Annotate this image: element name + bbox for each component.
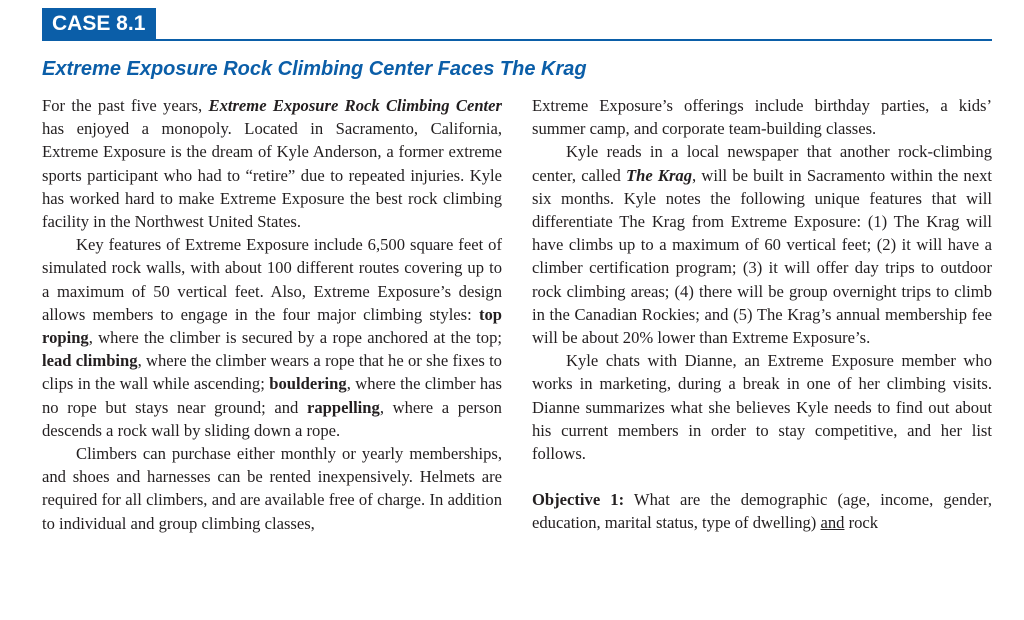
intro-paragraph bbox=[42, 94, 502, 233]
underlined-and: and bbox=[820, 513, 845, 533]
text-segment: For the past five years, bbox=[42, 96, 209, 115]
term-bouldering: bouldering bbox=[269, 374, 347, 394]
center-name: Extreme Exposure Rock Climbing Center bbox=[208, 96, 502, 115]
text-segment: , where a person descends a rock wall by sliding down a rope. bbox=[42, 397, 502, 440]
text-segment: , where the climber wears a rope that he or she fixes to clips in the wall while ascending; bbox=[42, 351, 502, 394]
offerings-paragraph: Extreme Exposure’s offerings include birthday parties, a kids’ summer camp, and corporate team-building classes. bbox=[532, 96, 992, 139]
term-lead-climbing: lead climbing bbox=[42, 351, 138, 371]
text-segment: rock bbox=[844, 513, 879, 533]
objective-label: Objective 1: bbox=[532, 490, 625, 510]
objective-paragraph bbox=[532, 488, 992, 534]
text-segment: Kyle reads in a local newspaper that another rock-climbing center, called bbox=[532, 142, 992, 185]
case-title: Extreme Exposure Rock Climbing Center Faces The Krag bbox=[42, 58, 587, 80]
header-rule bbox=[42, 39, 992, 41]
features-paragraph bbox=[42, 233, 502, 442]
competitor-paragraph bbox=[532, 140, 992, 349]
right-column bbox=[532, 94, 992, 535]
term-rappelling: rappelling bbox=[306, 397, 380, 417]
competitor-name: The Krag bbox=[625, 165, 693, 185]
text-segment: has enjoyed a monopoly. Located in Sacramento, California, Extreme Exposure is the dream of Kyle Anderson, a former extreme sports participant who had to “retire” due to repeated injuries. Kyle has worked hard to make Extreme Exposure the best rock climbing facility in the Northwest United States. bbox=[42, 119, 502, 232]
text-segment: , where the climber has no rope but stays near ground; and bbox=[42, 374, 502, 417]
text-segment: , where the climber is secured by a rope anchored at the top; bbox=[88, 328, 502, 348]
text-segment: What are the demographic (age, income, gender, education, marital status, type of dwelling) bbox=[532, 490, 992, 533]
left-column bbox=[42, 94, 502, 535]
case-number-label: CASE 8.1 bbox=[42, 8, 156, 40]
term-top-roping: top roping bbox=[42, 304, 502, 348]
membership-paragraph: Climbers can purchase either monthly or yearly memberships, and shoes and harnesses can be rented inexpensively. Helmets are required for all climbers, and are available free of charge. In addition to individual and group climbing classes, bbox=[42, 444, 502, 533]
dianne-paragraph: Kyle chats with Dianne, an Extreme Exposure member who works in marketing, during a break in one of her climbing visits. Dianne summarizes what she believes Kyle needs to find out about his current members in order to stay competitive, and her list follows. bbox=[532, 351, 992, 464]
text-segment: Key features of Extreme Exposure include 6,500 square feet of simulated rock walls, with about 100 different routes covering up to a maximum of 50 vertical feet. Also, Extreme Exposure’s design allows members to engage in the four major climbing styles: bbox=[42, 235, 502, 324]
text-segment: , will be built in Sacramento within the next six months. Kyle notes the following unique features that will differentiate The Krag from Extreme Exposure: (1) The Krag will have climbs up to a maximum of 60 vertical feet; (2) it will have a climber certification program; (3) it will offer day trips to outdoor rock climbing areas; (4) there will be group overnight trips to climb in the Canadian Rockies; and (5) The Krag’s annual membership fee will be about 20% lower than Extreme Exposure’s. bbox=[532, 165, 992, 348]
